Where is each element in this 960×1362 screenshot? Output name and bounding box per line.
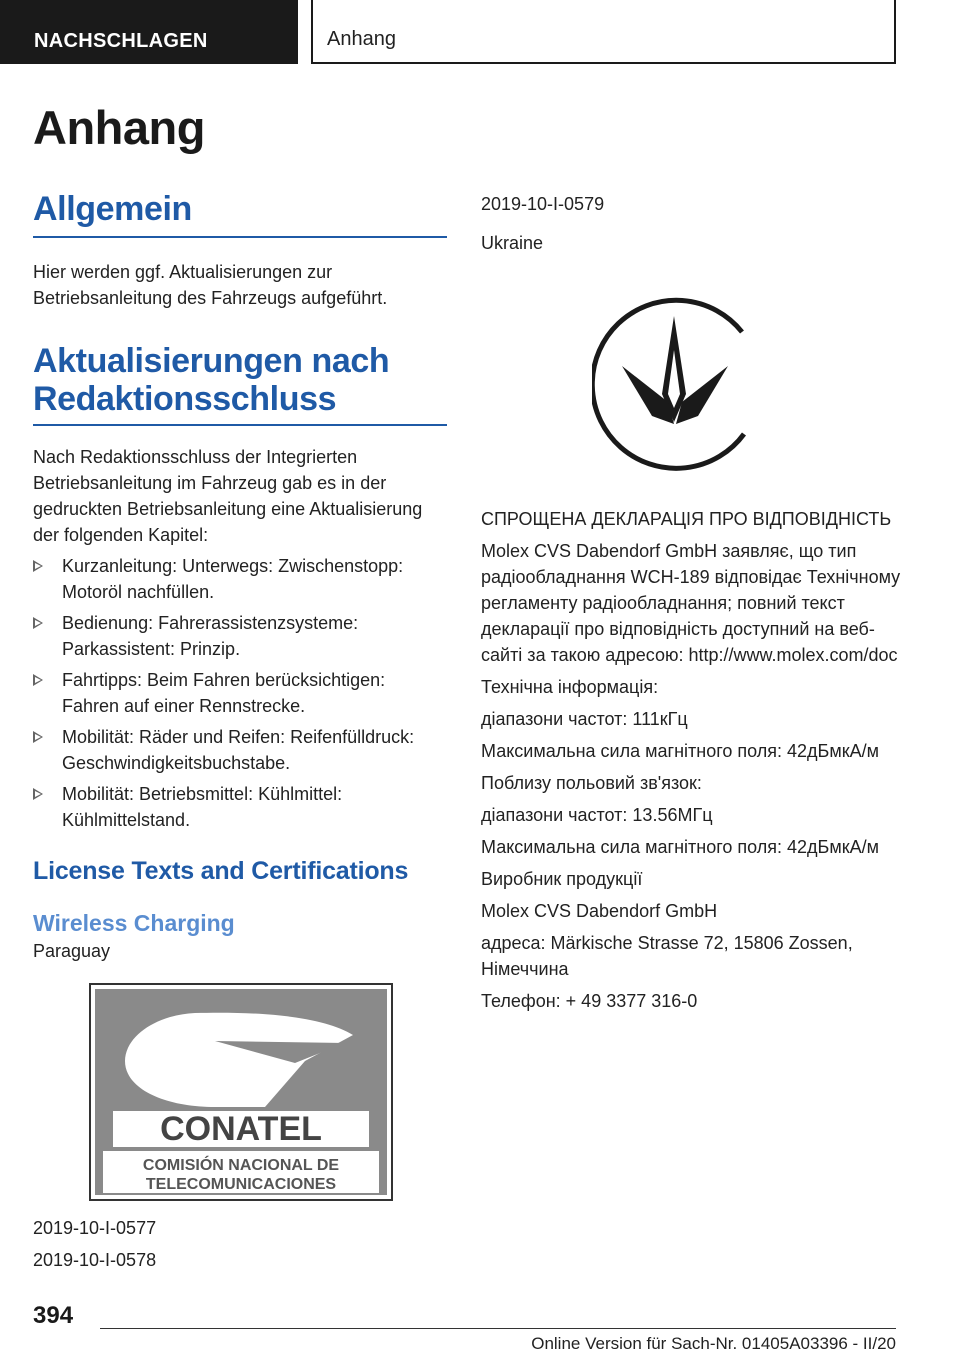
left-column [33,190,447,1273]
conatel-logo [89,983,393,1201]
footer-rule [100,1328,896,1329]
list-item: Fahrtipps: Beim Fahren berücksichtigen: Fahren auf einer Rennstrecke. [33,667,447,719]
list-item: Bedienung: Fahrerassistenzsysteme: Parkassistent: Prinzip. [33,610,447,662]
triangle-bullet-icon [33,617,43,629]
heading-license: License Texts and Certifications [33,857,409,885]
footer-text: Online Version für Sach-Nr. 01405A03396 - II/20 [531,1334,896,1353]
document-id: 2019-10-I-0577 [33,1218,157,1238]
section-updates [33,342,447,833]
paragraph: Поблизу польовий зв'язок: [481,773,702,793]
update-list [33,553,447,833]
document-id: 2019-10-I-0578 [33,1250,157,1270]
paragraph: Максимальна сила магнітного поля: 42дБмкА/м [481,741,879,761]
triangle-bullet-icon [33,788,43,800]
list-item: Mobilität: Räder und Reifen: Reifenfülldruck: Geschwindigkeitsbuchstabe. [33,724,447,776]
triangle-bullet-icon [33,731,43,743]
right-column [481,194,901,1014]
header-section-label: NACHSCHLAGEN [0,0,298,64]
triangle-bullet-icon [33,674,43,686]
page-title: Anhang [33,101,205,154]
allgemein-text: Hier werden ggf. Aktualisierungen zur Betriebsanleitung des Fahrzeugs aufgeführt. [33,262,388,308]
logo-line-2: TELECOMUNICACIONES [145,1176,337,1193]
section-allgemein [33,190,447,311]
ukraine-conformity-mark-icon [592,294,772,474]
paragraph: Molex CVS Dabendorf GmbH [481,901,718,921]
declaration-heading: СПРОЩЕНА ДЕКЛАРАЦІЯ ПРО ВІДПОВІДНІСТЬ [481,509,892,529]
heading-updates: Aktualisierungen nach Redaktionsschluss [33,342,390,418]
paragraph: діапазони частот: 111кГц [481,709,688,729]
heading-rule [33,424,447,426]
logo-wordmark: CONATEL [160,1110,322,1148]
paragraph: Виробник продукції [481,869,643,889]
heading-allgemein: Allgemein [33,190,192,228]
document-id: 2019-10-I-0579 [481,194,605,214]
ukraine-declaration [481,506,901,1014]
paragraph: Максимальна сила магнітного поля: 42дБмкА/м [481,837,879,857]
page-number: 394 [33,1302,74,1329]
updates-text: Nach Redaktionsschluss der Integrierten Betriebsanleitung im Fahrzeug gab es in der gedruckten Betriebsanleitung eine Aktualisierung der folgenden Kapitel: [33,447,423,545]
paragraph: діапазони частот: 13.56МГц [481,805,713,825]
logo-line-1: COMISIÓN NACIONAL DE [142,1157,340,1174]
country-paraguay: Paraguay [33,941,111,961]
heading-wireless-charging: Wireless Charging [33,910,235,936]
heading-rule [33,236,447,238]
paragraph: Molex CVS Dabendorf GmbH заявляє, що тип радіообладнання WCH-189 відповідає Технічному регламенту радіообладнання; повний текст декларації про відповідність доступний на веб-сайті за такою адресою: http://www.molex.com/doc [481,541,901,665]
triangle-bullet-icon [33,560,43,572]
list-item: Mobilität: Betriebsmittel: Kühlmittel: Kühlmittelstand. [33,781,447,833]
list-item: Kurzanleitung: Unterwegs: Zwischenstopp: Motoröl nachfüllen. [33,553,447,605]
header-chapter-label: Anhang [311,0,896,64]
paragraph: Телефон: + 49 3377 316-0 [481,991,698,1011]
paragraph: Технічна інформація: [481,677,659,697]
country-ukraine: Ukraine [481,233,544,253]
paragraph: адреса: Märkische Strasse 72, 15806 Zossen, Німеччина [481,933,853,979]
